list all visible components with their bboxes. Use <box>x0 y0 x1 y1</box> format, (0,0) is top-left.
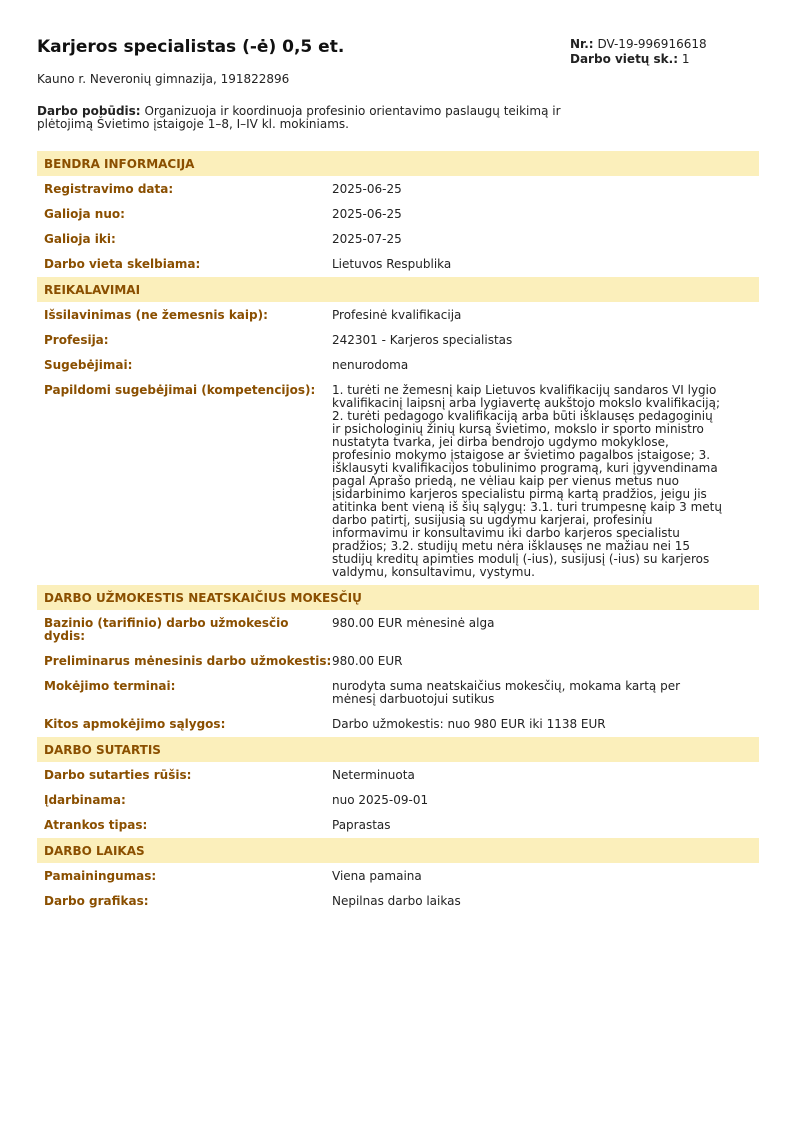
row-label: Įdarbinama: <box>44 793 126 807</box>
details-table <box>37 150 759 913</box>
table-row <box>37 226 759 251</box>
row-label: Darbo vieta skelbiama: <box>44 257 201 271</box>
table-row <box>37 762 759 787</box>
table-row <box>37 711 759 736</box>
job-nature-label: Darbo pobūdis: <box>37 104 141 118</box>
row-value: nenurodoma <box>332 358 409 372</box>
posting-number-value: DV-19-996916618 <box>597 37 707 51</box>
posting-number <box>570 37 707 52</box>
section-header-salary: DARBO UŽMOKESTIS NEATSKAIČIUS MOKESČIŲ <box>37 584 759 610</box>
employer: Kauno r. Neveronių gimnazija, 191822896 <box>37 72 290 86</box>
row-label: Papildomi sugebėjimai (kompetencijos): <box>44 383 316 397</box>
table-row <box>37 787 759 812</box>
table-row <box>37 863 759 888</box>
table-row <box>37 648 759 673</box>
table-row <box>37 352 759 377</box>
row-value: 2025-06-25 <box>332 182 402 196</box>
table-row <box>37 812 759 837</box>
row-label: Darbo sutarties rūšis: <box>44 768 192 782</box>
row-value: 980.00 EUR mėnesinė alga <box>332 616 495 630</box>
posting-meta <box>570 37 707 67</box>
table-row <box>37 888 759 913</box>
table-row <box>37 302 759 327</box>
table-row <box>37 673 759 711</box>
row-label: Išsilavinimas (ne žemesnis kaip): <box>44 308 268 322</box>
table-row <box>37 251 759 276</box>
row-value: nuo 2025-09-01 <box>332 793 429 807</box>
table-row <box>37 176 759 201</box>
row-value: 2025-06-25 <box>332 207 402 221</box>
row-label: Mokėjimo terminai: <box>44 679 176 693</box>
row-label: Bazinio (tarifinio) darbo užmokesčio dydis: <box>44 616 289 643</box>
places-count <box>570 52 707 67</box>
places-count-label: Darbo vietų sk.: <box>570 52 678 66</box>
row-value: Lietuvos Respublika <box>332 257 452 271</box>
row-label: Galioja nuo: <box>44 207 125 221</box>
section-header-requirements: REIKALAVIMAI <box>37 276 759 302</box>
row-value: Paprastas <box>332 818 391 832</box>
row-value: 242301 - Karjeros specialistas <box>332 333 513 347</box>
section-header-general: BENDRA INFORMACIJA <box>37 150 759 176</box>
table-row <box>37 327 759 352</box>
job-nature <box>37 105 577 131</box>
row-label: Pamainingumas: <box>44 869 157 883</box>
row-value: Nepilnas darbo laikas <box>332 894 461 908</box>
row-label: Atrankos tipas: <box>44 818 148 832</box>
row-value: 980.00 EUR <box>332 654 403 668</box>
row-value: Viena pamaina <box>332 869 422 883</box>
row-label: Galioja iki: <box>44 232 116 246</box>
row-value: Profesinė kvalifikacija <box>332 308 462 322</box>
table-row <box>37 377 759 584</box>
row-value: 2025-07-25 <box>332 232 402 246</box>
row-label: Preliminarus mėnesinis darbo užmokestis: <box>44 654 332 668</box>
job-nature-value: Organizuoja ir koordinuoja profesinio orientavimo paslaugų teikimą ir plėtojimą Švietimo įstaigoje 1–8, I–IV kl. mokiniams. <box>37 104 561 131</box>
page-title: Karjeros specialistas (-ė) 0,5 et. <box>37 37 345 57</box>
row-label: Profesija: <box>44 333 109 347</box>
places-count-value: 1 <box>681 52 690 66</box>
row-label: Darbo grafikas: <box>44 894 149 908</box>
row-label: Registravimo data: <box>44 182 174 196</box>
row-label: Sugebėjimai: <box>44 358 133 372</box>
row-value: Darbo užmokestis: nuo 980 EUR iki 1138 EUR <box>332 717 606 731</box>
table-row <box>37 201 759 226</box>
table-row <box>37 610 759 648</box>
section-header-worktime: DARBO LAIKAS <box>37 837 759 863</box>
section-header-contract: DARBO SUTARTIS <box>37 736 759 762</box>
row-value: 1. turėti ne žemesnį kaip Lietuvos kvalifikacijų sandaros VI lygio kvalifikacinį laipsnį arba lygiavertę aukštojo mokslo kvalifikaciją; 2. turėti pedagogo kvalifikaciją arba būti išklausęs pedagoginių ir psichologinių žinių kursą švietimo, mokslo ir sporto ministro nustatyta tvarka, jei dirba bendrojo ugdymo mokyklose, profesinio mokymo įstaigose ar švietimo pagalbos įstaigose; 3. išklausyti kvalifikacijos tobulinimo programą, kuri įgyvendinama pagal Aprašo priedą, ne vėliau kaip per vienus metus nuo įsidarbinimo karjeros specialistu pirmą kartą pradžios, jeigu jis atitinka bent vieną iš šių sąlygų: 3.1. turi trumpesnę kaip 3 metų darbo patirtį, susijusią su ugdymu karjerai, profesiniu informavimu ir konsultavimu iki darbo karjeros specialistu pradžios; 3.2. studijų metu nėra išklausęs ne mažiau nei 15 studijų kreditų apimties modulį (-ius), susijusį (-ius) su karjeros valdymu, konsultavimu, vystymu. <box>332 383 722 579</box>
row-value: nurodyta suma neatskaičius mokesčių, mokama kartą per mėnesį darbuotojui sutikus <box>332 679 681 706</box>
posting-number-label: Nr.: <box>570 37 594 51</box>
row-label: Kitos apmokėjimo sąlygos: <box>44 717 226 731</box>
row-value: Neterminuota <box>332 768 415 782</box>
